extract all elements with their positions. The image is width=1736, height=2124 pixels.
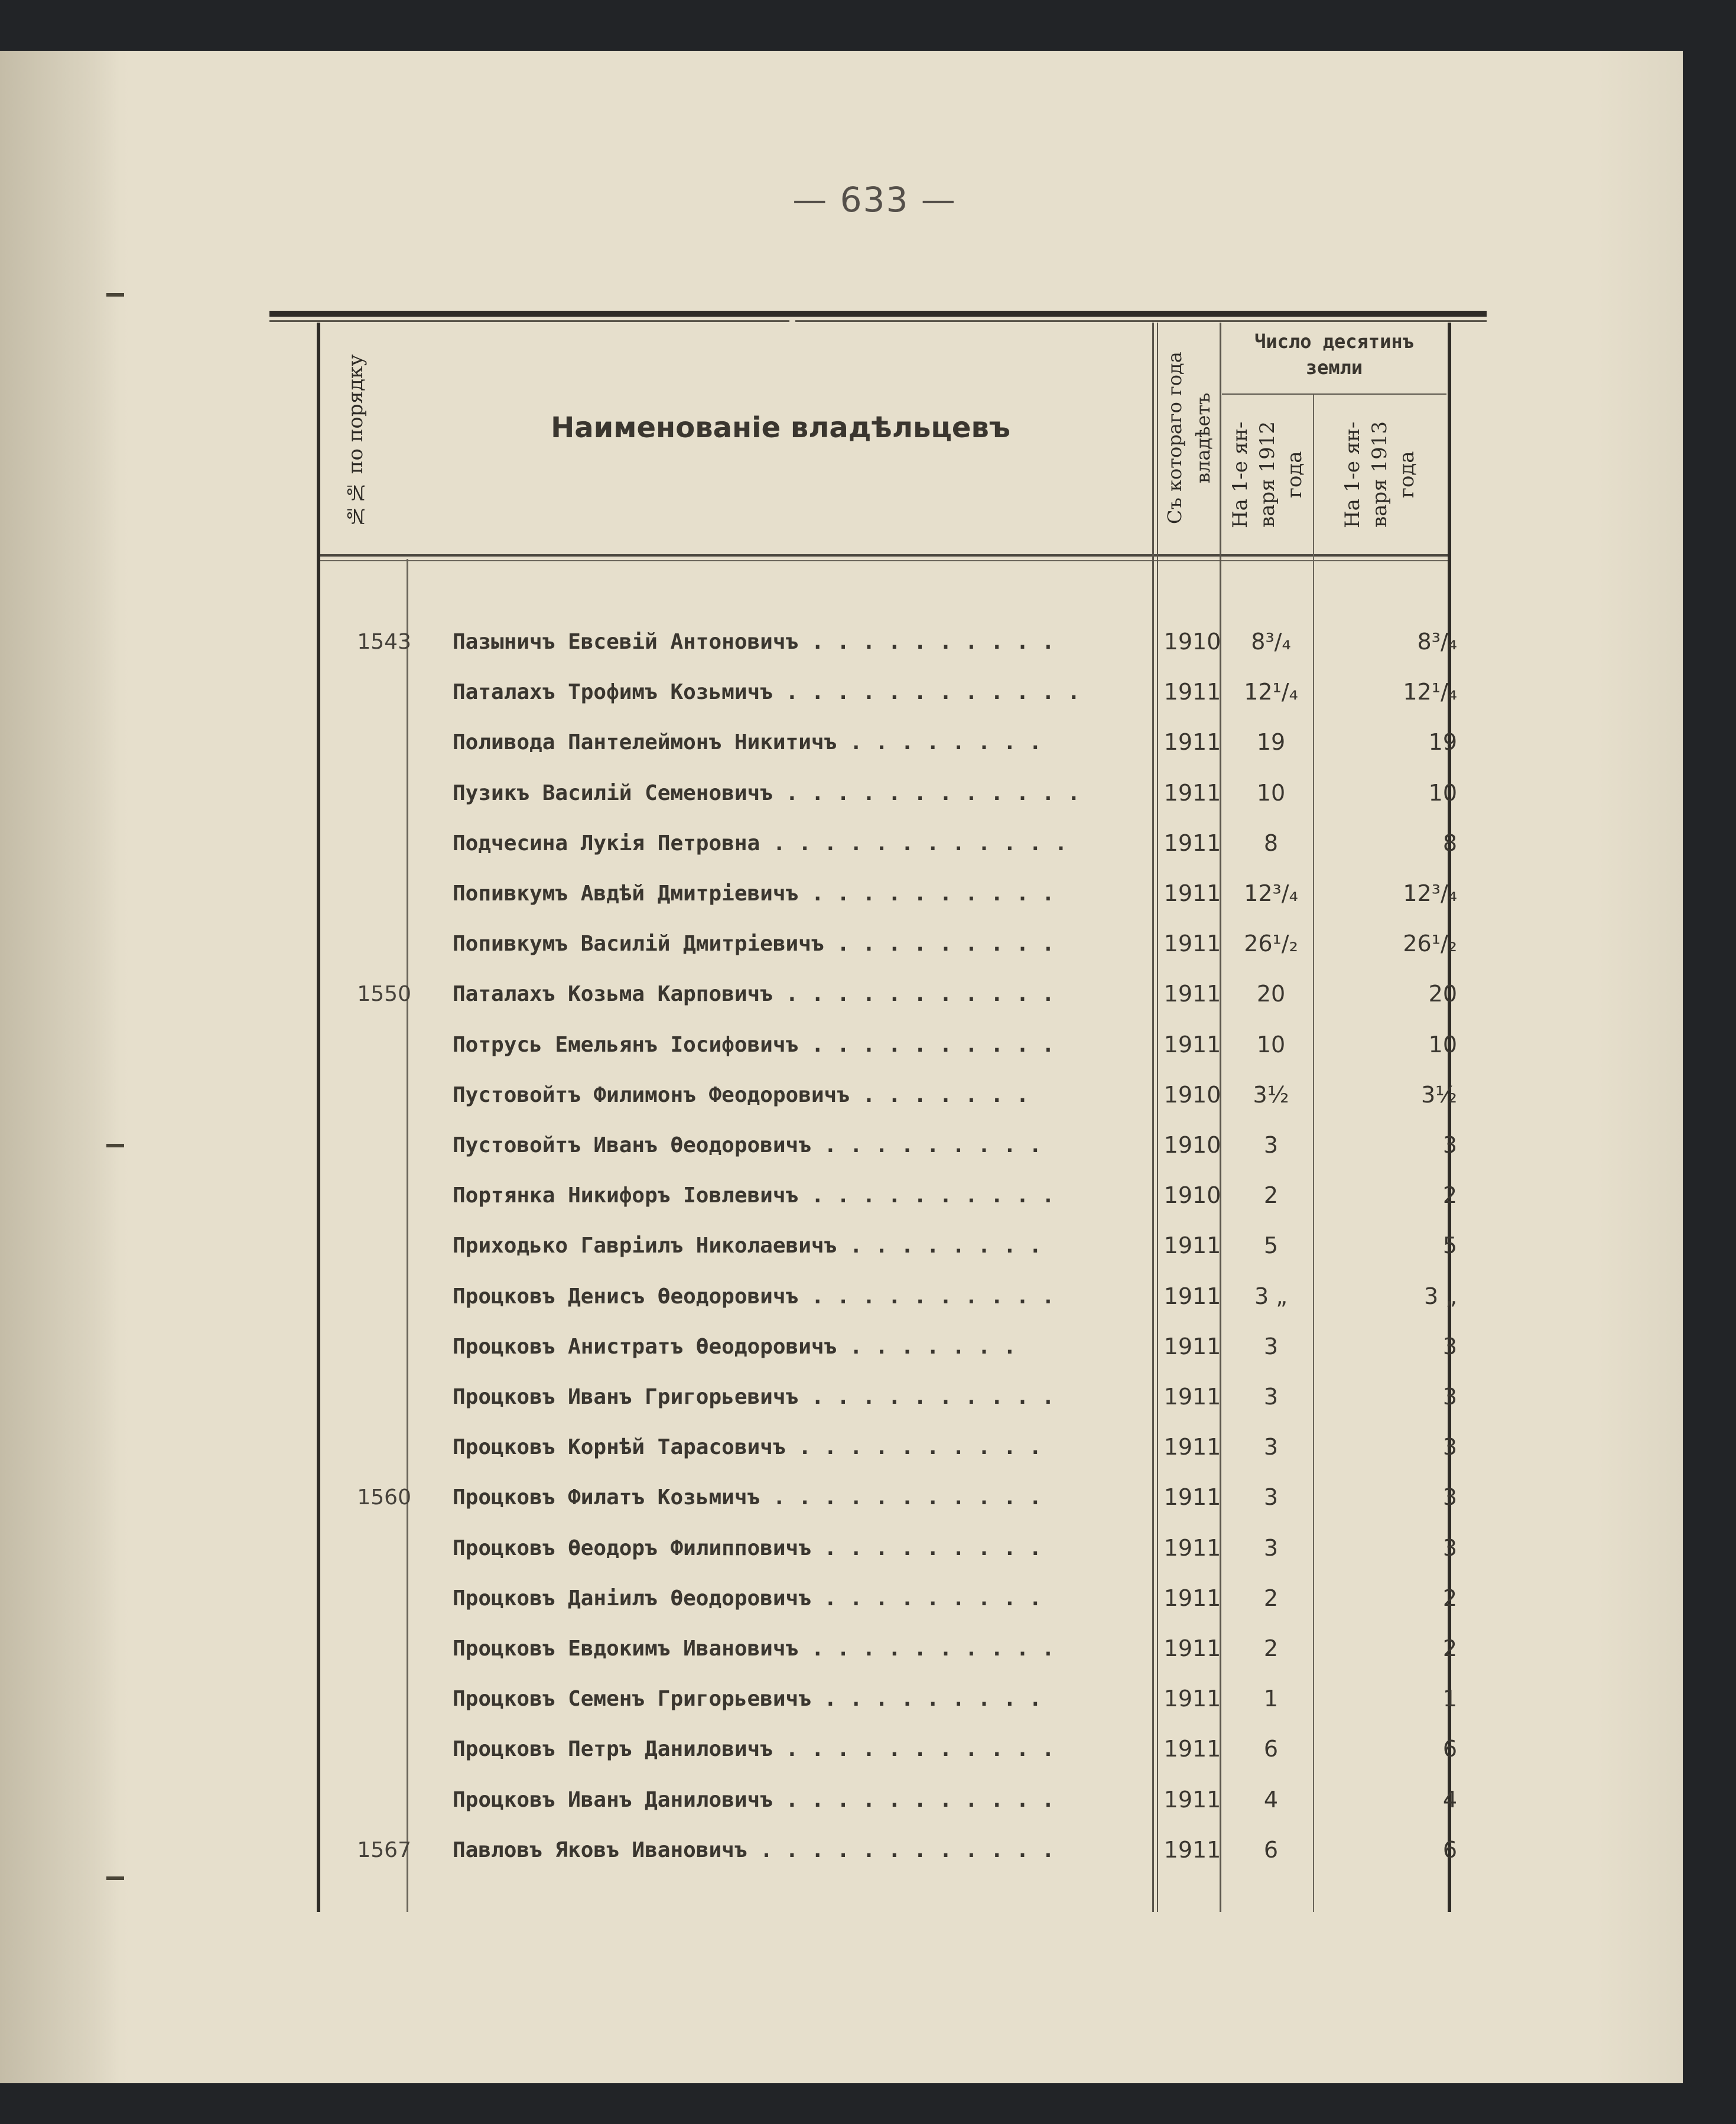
owner-name: Поливода Пантелеймонъ Никитичъ . . . . . . . . (453, 730, 1042, 755)
desyatin-1913: 12¹/₄ (1403, 679, 1457, 705)
desyatin-1913: 3 „ (1424, 1283, 1457, 1309)
desyatin-1913: 19 (1428, 729, 1457, 756)
page-number: — 633 — (792, 180, 957, 220)
desyatin-1913: 10 (1428, 779, 1457, 806)
desyatin-1913: 2 (1442, 1585, 1457, 1611)
ownership-year: 1911 (1163, 729, 1221, 756)
desyatin-1912: 3 „ (1254, 1283, 1288, 1309)
ownership-year: 1911 (1163, 1786, 1221, 1813)
desyatin-1913: 5 (1442, 1232, 1457, 1259)
table-row (269, 1674, 1487, 1724)
row-number (334, 1422, 411, 1472)
owner-name: Процковъ Даніилъ Ѳеодоровичъ . . . . . . . . . (453, 1586, 1042, 1611)
owner-name: Приходько Гавріилъ Николаевичъ . . . . . . . . (453, 1234, 1042, 1258)
desyatin-1912: 3 (1263, 1534, 1279, 1561)
desyatin-1913: 6 (1442, 1736, 1457, 1762)
table-row (269, 1624, 1487, 1674)
row-number (334, 1020, 411, 1070)
owner-name: Паталахъ Трофимъ Козьмичъ . . . . . . . . . . . . (453, 680, 1081, 705)
row-number: 1560 (357, 1485, 411, 1510)
desyatin-1913: 6 (1442, 1836, 1457, 1863)
row-number: 1567 (357, 1837, 411, 1862)
table-row (269, 1271, 1487, 1322)
table-row (269, 869, 1487, 919)
ownership-year: 1910 (1163, 629, 1221, 655)
desyatin-1912: 3 (1263, 1384, 1279, 1410)
owners-table (269, 311, 1487, 1912)
row-number: 1550 (357, 982, 411, 1007)
desyatin-1913: 3 (1442, 1484, 1457, 1511)
table-row (269, 1523, 1487, 1573)
ownership-year: 1910 (1163, 1132, 1221, 1158)
margin-tick-mark (106, 1876, 124, 1880)
owner-name: Процковъ Корнѣй Тарасовичъ . . . . . . . . . . (453, 1435, 1042, 1460)
owner-name: Портянка Никифоръ Іовлевичъ . . . . . . . . . . (453, 1183, 1055, 1208)
table-row (269, 1472, 1487, 1523)
ownership-year: 1911 (1163, 830, 1221, 856)
owner-name: Пазыничъ Евсевій Антоновичъ . . . . . . . . . . (453, 630, 1055, 654)
row-number (334, 1221, 411, 1271)
desyatin-1913: 8 (1442, 830, 1457, 856)
desyatin-1912: 3 (1263, 1484, 1279, 1511)
row-number (334, 717, 411, 767)
header-desyatin-group: Число десятинъ земли (1254, 330, 1414, 379)
owner-name: Процковъ Евдокимъ Ивановичъ . . . . . . . . . . (453, 1637, 1055, 1661)
table-row (269, 1020, 1487, 1070)
owner-name: Процковъ Иванъ Григорьевичъ . . . . . . . . . . (453, 1385, 1055, 1409)
table-row (269, 667, 1487, 717)
table-row (269, 818, 1487, 869)
desyatin-1912: 2 (1263, 1635, 1279, 1661)
desyatin-1913: 2 (1442, 1635, 1457, 1661)
owner-name: Подчесина Лукія Петровна . . . . . . . . . . . . (453, 831, 1068, 856)
table-row (269, 1775, 1487, 1825)
table-row (269, 1422, 1487, 1472)
owner-name: Паталахъ Козьма Карповичъ . . . . . . . . . . . (453, 982, 1055, 1007)
ownership-year: 1911 (1163, 1384, 1221, 1410)
desyatin-1912: 3½ (1253, 1081, 1289, 1108)
desyatin-1913: 3 (1442, 1132, 1457, 1158)
row-number (334, 667, 411, 717)
desyatin-1912: 2 (1263, 1182, 1279, 1209)
row-number (334, 1624, 411, 1674)
row-number (334, 1070, 411, 1120)
owner-name: Попивкумъ Авдѣй Дмитріевичъ . . . . . . . . . . (453, 882, 1055, 906)
ownership-year: 1910 (1163, 1182, 1221, 1209)
ownership-year: 1911 (1163, 1686, 1221, 1712)
owner-name: Процковъ Семенъ Григорьевичъ . . . . . . . . . (453, 1687, 1042, 1712)
table-row (269, 919, 1487, 969)
ownership-year: 1911 (1163, 1635, 1221, 1661)
ownership-year: 1911 (1163, 1232, 1221, 1259)
table-row (269, 969, 1487, 1019)
desyatin-1913: 2 (1442, 1182, 1457, 1209)
desyatin-1913: 3½ (1420, 1081, 1457, 1108)
desyatin-1913: 26¹/₂ (1403, 931, 1457, 957)
ownership-year: 1911 (1163, 1283, 1221, 1309)
desyatin-1912: 10 (1256, 779, 1286, 806)
desyatin-1912: 10 (1256, 1031, 1286, 1058)
row-number (334, 869, 411, 919)
owner-name: Павловъ Яковъ Ивановичъ . . . . . . . . . . . . (453, 1837, 1055, 1862)
table-row (269, 1120, 1487, 1170)
header-jan-1912: На 1-е ян-варя 1912 года (1228, 421, 1306, 528)
header-num: №№ по порядку (344, 354, 368, 528)
owner-name: Пустовойтъ Иванъ Ѳеодоровичъ . . . . . . . . . (453, 1133, 1042, 1157)
row-number (334, 768, 411, 818)
table-row (269, 717, 1487, 767)
desyatin-1912: 20 (1256, 981, 1286, 1007)
desyatin-1913: 10 (1428, 1031, 1457, 1058)
desyatin-1912: 3 (1263, 1132, 1279, 1158)
desyatin-1912: 3 (1263, 1333, 1279, 1359)
owner-name: Процковъ Петръ Даниловичъ . . . . . . . . . . . (453, 1737, 1055, 1762)
row-number (334, 1170, 411, 1221)
row-number (334, 1724, 411, 1774)
table-row (269, 617, 1487, 667)
owner-name: Процковъ Ѳеодоръ Филипповичъ . . . . . . . . . (453, 1536, 1042, 1560)
row-number (334, 1120, 411, 1170)
ownership-year: 1911 (1163, 1736, 1221, 1762)
owner-name: Процковъ Филатъ Козьмичъ . . . . . . . . . . . (453, 1485, 1042, 1510)
desyatin-1912: 6 (1263, 1836, 1279, 1863)
row-number (334, 1372, 411, 1422)
row-number (334, 919, 411, 969)
desyatin-1913: 20 (1428, 981, 1457, 1007)
owner-name: Процковъ Денисъ Ѳеодоровичъ . . . . . . . . . . (453, 1284, 1055, 1309)
desyatin-1912: 1 (1263, 1686, 1279, 1712)
desyatin-1912: 8³/₄ (1251, 629, 1291, 655)
desyatin-1912: 3 (1263, 1434, 1279, 1461)
desyatin-1912: 4 (1263, 1786, 1279, 1813)
desyatin-1912: 6 (1263, 1736, 1279, 1762)
desyatin-1912: 12³/₄ (1244, 880, 1298, 906)
desyatin-1913: 4 (1442, 1786, 1457, 1813)
ownership-year: 1911 (1163, 679, 1221, 705)
desyatin-1912: 8 (1263, 830, 1279, 856)
owner-name: Процковъ Иванъ Даниловичъ . . . . . . . . . . . (453, 1787, 1055, 1812)
header-since-year: Съ котораго года владѣетъ (1163, 352, 1214, 524)
header-name: Наименованіе владѣльцевъ (551, 411, 1010, 444)
ownership-year: 1911 (1163, 1434, 1221, 1461)
desyatin-1913: 3 (1442, 1384, 1457, 1410)
table-row (269, 1070, 1487, 1120)
table-row (269, 1221, 1487, 1271)
table-row (269, 1322, 1487, 1372)
row-number (334, 1674, 411, 1724)
row-number (334, 1775, 411, 1825)
desyatin-1913: 12³/₄ (1403, 880, 1457, 906)
desyatin-1912: 12¹/₄ (1244, 679, 1298, 705)
table-row (269, 1372, 1487, 1422)
ownership-year: 1911 (1163, 1534, 1221, 1561)
table-row (269, 1724, 1487, 1774)
desyatin-1912: 5 (1263, 1232, 1279, 1259)
desyatin-1913: 3 (1442, 1534, 1457, 1561)
owner-name: Пузикъ Василій Семеновичъ . . . . . . . . . . . . (453, 780, 1081, 805)
header-jan-1913: На 1-е ян-варя 1913 года (1341, 421, 1419, 528)
margin-tick-mark (106, 1144, 124, 1147)
table-row (269, 1170, 1487, 1221)
table-row (269, 1825, 1487, 1875)
ownership-year: 1911 (1163, 981, 1221, 1007)
desyatin-1913: 8³/₄ (1417, 629, 1457, 655)
ownership-year: 1911 (1163, 1836, 1221, 1863)
margin-tick-mark (106, 293, 124, 297)
ownership-year: 1911 (1163, 1585, 1221, 1611)
owner-name: Пустовойтъ Филимонъ Феодоровичъ . . . . . . . (453, 1082, 1029, 1107)
desyatin-1913: 1 (1442, 1686, 1457, 1712)
desyatin-1912: 2 (1263, 1585, 1279, 1611)
desyatin-1913: 3 (1442, 1434, 1457, 1461)
table-row (269, 1573, 1487, 1624)
ownership-year: 1911 (1163, 1031, 1221, 1058)
owner-name: Процковъ Анистратъ Ѳеодоровичъ . . . . . . . (453, 1334, 1016, 1359)
ownership-year: 1911 (1163, 1484, 1221, 1511)
ownership-year: 1911 (1163, 931, 1221, 957)
owner-name: Потрусь Емельянъ Іосифовичъ . . . . . . . . . . (453, 1032, 1055, 1057)
ownership-year: 1910 (1163, 1081, 1221, 1108)
owner-name: Попивкумъ Василій Дмитріевичъ . . . . . . . . . (453, 932, 1055, 957)
table-row (269, 768, 1487, 818)
ownership-year: 1911 (1163, 779, 1221, 806)
page-spine-shadow (0, 51, 118, 2083)
desyatin-1912: 19 (1256, 729, 1286, 756)
row-number (334, 818, 411, 869)
book-page (0, 51, 1683, 2083)
row-number (334, 1523, 411, 1573)
row-number (334, 1573, 411, 1624)
row-number: 1543 (357, 630, 411, 654)
desyatin-1913: 3 (1442, 1333, 1457, 1359)
row-number (334, 1271, 411, 1322)
row-number (334, 1322, 411, 1372)
table-body (269, 311, 1487, 1912)
desyatin-1912: 26¹/₂ (1244, 931, 1298, 957)
ownership-year: 1911 (1163, 1333, 1221, 1359)
ownership-year: 1911 (1163, 880, 1221, 906)
